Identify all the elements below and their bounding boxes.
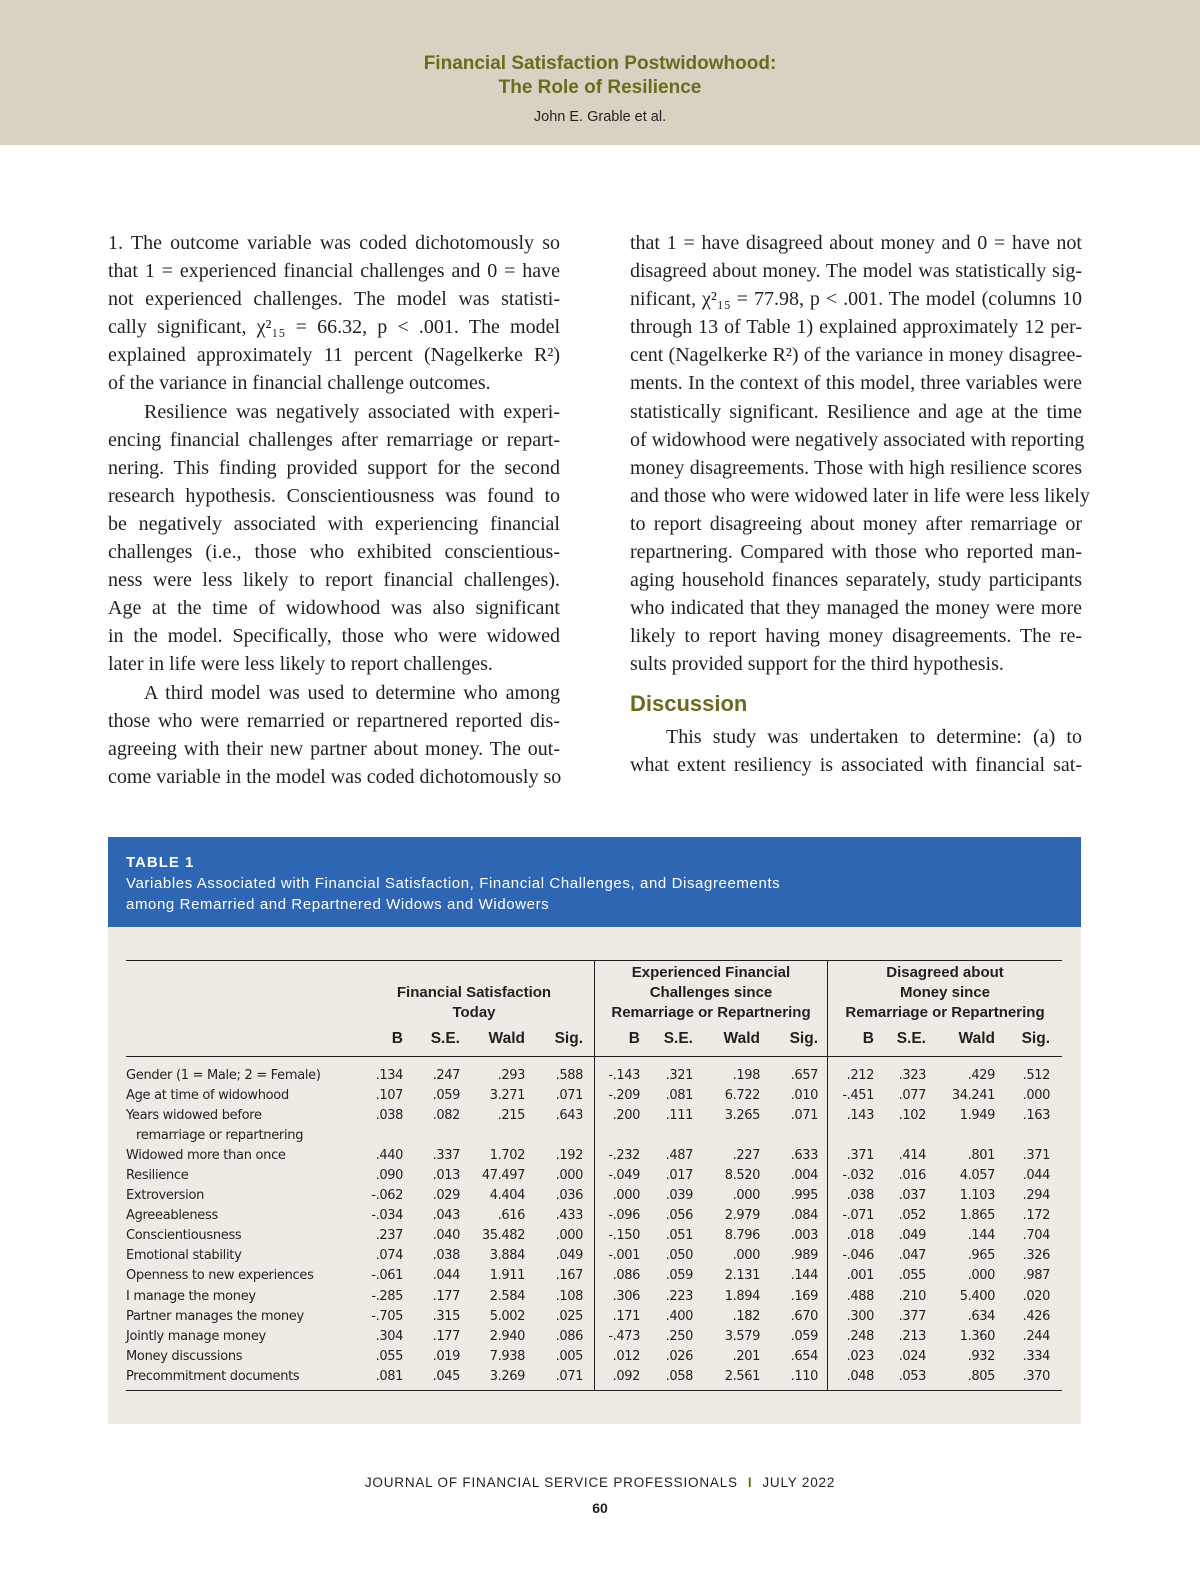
table-cell: .056: [665, 1208, 693, 1224]
table-cell: .001: [846, 1268, 874, 1284]
text-line: Age at the time of widowhood was also significant: [108, 597, 560, 620]
text-line: that 1 = experienced financial challenges and 0 = have: [108, 260, 560, 283]
table-cell: .071: [790, 1108, 818, 1124]
text-line: challenges (i.e., those who exhibited conscientious-: [108, 541, 560, 564]
left-text-column: [108, 229, 560, 791]
text-line: those who were remarried or repartnered reported dis-: [108, 709, 560, 732]
table-cell: .049: [898, 1228, 926, 1244]
table-cell: .029: [432, 1188, 460, 1204]
table-cell: 4.057: [959, 1168, 995, 1184]
row-label: Precommitment documents: [126, 1368, 300, 1384]
table-cell: .294: [1022, 1188, 1050, 1204]
table-cell: .326: [1022, 1248, 1050, 1264]
row-label: Resilience: [126, 1168, 189, 1184]
table-cell: .192: [555, 1148, 583, 1164]
journal-name: JOURNAL OF FINANCIAL SERVICE PROFESSIONALS: [364, 1475, 738, 1490]
row-label: Widowed more than once: [126, 1148, 286, 1164]
text-line: cally significant, χ²₁₅ = 66.32, p < .001. The model: [108, 316, 560, 339]
row-label: Age at time of widowhood: [126, 1088, 289, 1104]
table-cell: 1.702: [489, 1148, 525, 1164]
table-cell: .040: [432, 1228, 460, 1244]
table-cell: .588: [555, 1068, 583, 1083]
text-line: be negatively associated with experiencing financial: [108, 512, 560, 535]
table-cell: .051: [665, 1228, 693, 1244]
row-label: Partner manages the money: [126, 1308, 304, 1324]
table-cell: -.285: [371, 1288, 403, 1304]
table-cell: 1.949: [959, 1108, 995, 1124]
table-cell: .086: [555, 1328, 583, 1344]
table-cell: .016: [898, 1168, 926, 1184]
table-cell: .244: [1022, 1328, 1050, 1344]
table-column-header: S.E.: [663, 1030, 693, 1047]
table-cell: .370: [1022, 1368, 1050, 1384]
table-cell: 3.265: [724, 1108, 760, 1124]
table-cell: .013: [432, 1168, 460, 1184]
page-number: 60: [592, 1500, 608, 1516]
table-cell: .134: [375, 1068, 403, 1083]
row-label: Jointly manage money: [126, 1328, 266, 1344]
table-cell: .082: [432, 1108, 460, 1124]
table-cell: 2.131: [724, 1268, 760, 1284]
text-line: come variable in the model was coded dichotomously so: [108, 765, 562, 788]
table-cell: .323: [898, 1068, 926, 1083]
table-cell: .039: [665, 1188, 693, 1204]
table-cell: 2.561: [724, 1368, 760, 1384]
table-cell: .000: [555, 1228, 583, 1244]
table-cell: .172: [1022, 1208, 1050, 1224]
table-cell: .012: [612, 1348, 640, 1364]
table-cell: 5.400: [959, 1288, 995, 1304]
row-label: Conscientiousness: [126, 1228, 242, 1244]
table-cell: .487: [665, 1148, 693, 1164]
table-title-band: [108, 837, 1081, 927]
text-line: nificant, χ²₁₅ = 77.98, p < .001. The model (columns 10: [630, 288, 1082, 311]
right-text-column: [630, 229, 1090, 779]
table-cell: .077: [898, 1088, 926, 1104]
table-cell: .932: [967, 1348, 995, 1364]
table-cell: .026: [665, 1348, 693, 1364]
table-column-header: Wald: [488, 1030, 525, 1047]
table-cell: .050: [665, 1248, 693, 1264]
table-cell: 2.979: [724, 1208, 760, 1224]
table-cell: .108: [555, 1288, 583, 1304]
table-cell: 8.796: [724, 1228, 760, 1244]
table-cell: -.049: [608, 1168, 640, 1184]
table-cell: .038: [432, 1248, 460, 1264]
table-cell: 3.269: [489, 1368, 525, 1384]
table-cell: .657: [790, 1068, 818, 1083]
table-cell: .337: [432, 1148, 460, 1164]
table-cell: -.150: [608, 1228, 640, 1244]
table-column-header: B: [391, 1030, 403, 1047]
table-cell: .053: [898, 1368, 926, 1384]
table-cell: .043: [432, 1208, 460, 1224]
table-cell: .212: [846, 1068, 874, 1083]
table-cell: .081: [665, 1088, 693, 1104]
table-cell: .074: [375, 1248, 403, 1264]
table-cell: .223: [665, 1288, 693, 1304]
table-cell: .020: [1022, 1288, 1050, 1304]
table-cell: .177: [432, 1288, 460, 1304]
text-line: agreeing with their new partner about money. The out-: [108, 737, 560, 760]
table-cell: 2.584: [489, 1288, 525, 1304]
table-cell: 5.002: [489, 1308, 525, 1324]
row-label: remarriage or repartnering: [136, 1128, 304, 1144]
table-cell: .182: [732, 1308, 760, 1324]
text-line: Resilience was negatively associated with experi-: [144, 400, 560, 423]
table-cell: .237: [375, 1228, 403, 1244]
table-cell: 3.579: [724, 1328, 760, 1344]
text-line: sults provided support for the third hypothesis.: [630, 653, 1004, 676]
table-cell: .143: [846, 1108, 874, 1124]
text-line: likely to report having money disagreements. The re-: [630, 625, 1082, 648]
table-cell: .989: [790, 1248, 818, 1264]
table-cell: .171: [612, 1308, 640, 1324]
table-cell: .616: [497, 1208, 525, 1224]
table-cell: 4.404: [489, 1188, 525, 1204]
table-cell: .633: [790, 1148, 818, 1164]
table-cell: .300: [846, 1308, 874, 1324]
table-cell: .024: [898, 1348, 926, 1364]
table-cell: .110: [790, 1368, 818, 1384]
table-cell: .654: [790, 1348, 818, 1364]
table-cell: .634: [967, 1308, 995, 1324]
table-cell: .315: [432, 1308, 460, 1324]
table-cell: .047: [898, 1248, 926, 1264]
table-cell: .704: [1022, 1228, 1050, 1244]
table-cell: .321: [665, 1068, 693, 1083]
table-cell: .512: [1022, 1068, 1050, 1083]
table-cell: .801: [967, 1148, 995, 1164]
table-column-header: B: [862, 1030, 874, 1047]
text-line: what extent resiliency is associated with financial sat-: [630, 753, 1082, 776]
table-cell: .293: [497, 1068, 525, 1083]
table-cell: .044: [432, 1268, 460, 1284]
table-group-header: Money since: [899, 984, 991, 1001]
table-column-header: S.E.: [896, 1030, 926, 1047]
table-cell: -.232: [608, 1148, 640, 1164]
table-column-header: Sig.: [554, 1030, 583, 1047]
table-cell: .995: [790, 1188, 818, 1204]
text-line: of the variance in financial challenge outcomes.: [108, 372, 491, 395]
table-cell: .198: [732, 1068, 760, 1083]
table-cell: .000: [967, 1268, 995, 1284]
table-cell: 2.940: [489, 1328, 525, 1344]
table-cell: .059: [432, 1088, 460, 1104]
table-cell: 7.938: [489, 1348, 525, 1364]
table-cell: .037: [898, 1188, 926, 1204]
text-line: ness were less likely to report financial challenges).: [108, 569, 560, 592]
text-line: not experienced challenges. The model was statisti-: [108, 288, 560, 311]
table-cell: -.209: [608, 1088, 640, 1104]
table-cell: .488: [846, 1288, 874, 1304]
table-cell: 8.520: [724, 1168, 760, 1184]
table-cell: .433: [555, 1208, 583, 1224]
article-title-line-1: Financial Satisfaction Postwidowhood:: [423, 53, 777, 74]
table-group-header: Remarriage or Repartnering: [845, 1004, 1045, 1021]
table-cell: .071: [555, 1088, 583, 1104]
table-cell: .167: [555, 1268, 583, 1284]
table-cell: -.001: [608, 1248, 640, 1264]
table-cell: .059: [790, 1328, 818, 1344]
table-cell: .055: [898, 1268, 926, 1284]
table-cell: .371: [846, 1148, 874, 1164]
table-column-header: B: [628, 1030, 640, 1047]
table-cell: 1.103: [959, 1188, 995, 1204]
text-line: of widowhood were negatively associated with reporting: [630, 428, 1085, 451]
table-group-header: Today: [452, 1004, 496, 1021]
table-cell: .071: [555, 1368, 583, 1384]
row-label: I manage the money: [126, 1288, 256, 1304]
table-group-header: Remarriage or Repartnering: [611, 1004, 811, 1021]
text-line: through 13 of Table 1) explained approximately 12 per-: [630, 316, 1082, 339]
table-cell: .038: [846, 1188, 874, 1204]
table-cell: .306: [612, 1288, 640, 1304]
table-cell: .371: [1022, 1148, 1050, 1164]
table-cell: .018: [846, 1228, 874, 1244]
table-cell: .017: [665, 1168, 693, 1184]
table-cell: .059: [665, 1268, 693, 1284]
text-line: money disagreements. Those with high resilience scores: [630, 456, 1082, 479]
table-cell: .440: [375, 1148, 403, 1164]
text-line: ments. In the context of this model, three variables were: [630, 372, 1082, 395]
table-cell: .004: [790, 1168, 818, 1184]
table-cell: -.143: [608, 1068, 640, 1083]
table-cell: .102: [898, 1108, 926, 1124]
table-cell: 34.241: [951, 1088, 995, 1104]
table-cell: .987: [1022, 1268, 1050, 1284]
table-cell: .000: [1022, 1088, 1050, 1104]
table-cell: .144: [790, 1268, 818, 1284]
table-cell: 1.911: [489, 1268, 525, 1284]
text-line: nering. This finding provided support for the second: [108, 456, 560, 479]
table-cell: 3.884: [489, 1248, 525, 1264]
table-cell: .426: [1022, 1308, 1050, 1324]
row-label: Extroversion: [126, 1188, 205, 1204]
text-line: later in life were less likely to report challenges.: [108, 653, 493, 676]
text-line: research hypothesis. Conscientiousness was found to: [108, 484, 560, 507]
table-group-header: Financial Satisfaction: [396, 984, 552, 1001]
table-cell: .334: [1022, 1348, 1050, 1364]
table-cell: .090: [375, 1168, 403, 1184]
section-heading-discussion: Discussion: [630, 690, 748, 716]
table-cell: -.096: [608, 1208, 640, 1224]
table-cell: 6.722: [724, 1088, 760, 1104]
text-line: in the model. Specifically, those who were widowed: [108, 625, 560, 648]
table-column-header: S.E.: [430, 1030, 460, 1047]
table-cell: .044: [1022, 1168, 1050, 1184]
table-cell: .111: [665, 1108, 693, 1124]
table-cell: .003: [790, 1228, 818, 1244]
table-cell: .247: [432, 1068, 460, 1083]
table-cell: .019: [432, 1348, 460, 1364]
table-cell: -.473: [608, 1328, 640, 1344]
table-cell: .038: [375, 1108, 403, 1124]
table-cell: .036: [555, 1188, 583, 1204]
table-cell: .163: [1022, 1108, 1050, 1124]
table-cell: .177: [432, 1328, 460, 1344]
table-cell: .107: [375, 1088, 403, 1104]
table-caption-line-2: among Remarried and Repartnered Widows and Widowers: [126, 896, 550, 913]
table-cell: .045: [432, 1368, 460, 1384]
table-column-header: Wald: [723, 1030, 760, 1047]
table-cell: .169: [790, 1288, 818, 1304]
table-bottom-rule: [126, 1390, 1062, 1391]
table-cell: .000: [555, 1168, 583, 1184]
text-line: cent (Nagelkerke R²) of the variance in money disagree-: [630, 344, 1082, 367]
text-line: This study was undertaken to determine: (a) to: [666, 725, 1082, 748]
table-cell: 1.894: [724, 1288, 760, 1304]
text-line: 1. The outcome variable was coded dichotomously so: [108, 232, 560, 254]
table-cell: .200: [612, 1108, 640, 1124]
text-line: disagreed about money. The model was statistically sig-: [630, 260, 1082, 283]
table-cell: .000: [732, 1188, 760, 1204]
table-group-header: Challenges since: [649, 984, 773, 1001]
table-cell: .643: [555, 1108, 583, 1124]
row-label: Emotional stability: [126, 1248, 242, 1264]
row-label: Years widowed before: [126, 1108, 262, 1124]
table-cell: .081: [375, 1368, 403, 1384]
table-cell: .144: [967, 1228, 995, 1244]
table-cell: .055: [375, 1348, 403, 1364]
table-group-header: Experienced Financial: [631, 964, 791, 981]
table-cell: -.451: [842, 1088, 874, 1104]
table-cell: .250: [665, 1328, 693, 1344]
page-footer: [0, 1475, 1200, 1490]
table-cell: .005: [555, 1348, 583, 1364]
table-column-header: Sig.: [789, 1030, 818, 1047]
table-cell: .215: [497, 1108, 525, 1124]
table-cell: -.071: [842, 1208, 874, 1224]
table-cell: .000: [732, 1248, 760, 1264]
issue-date: JULY 2022: [762, 1475, 836, 1490]
table-cell: .052: [898, 1208, 926, 1224]
table-cell: .377: [898, 1308, 926, 1324]
table-cell: -.705: [371, 1308, 403, 1324]
row-label: Money discussions: [126, 1348, 243, 1364]
table-cell: -.034: [371, 1208, 403, 1224]
table-cell: .414: [898, 1148, 926, 1164]
table-cell: .210: [898, 1288, 926, 1304]
article-title-line-2: The Role of Resilience: [498, 77, 702, 98]
table-cell: .049: [555, 1248, 583, 1264]
table-cell: 47.497: [481, 1168, 525, 1184]
table-cell: .023: [846, 1348, 874, 1364]
table-cell: 1.360: [959, 1328, 995, 1344]
table-group-header: Disagreed about: [886, 964, 1004, 981]
text-line: and those who were widowed later in life were less likely: [630, 484, 1090, 507]
table-cell: -.032: [842, 1168, 874, 1184]
table-cell: .084: [790, 1208, 818, 1224]
table-cell: .805: [967, 1368, 995, 1384]
table-cell: 3.271: [489, 1088, 525, 1104]
table-cell: .429: [967, 1068, 995, 1083]
text-line: that 1 = have disagreed about money and 0 = have not: [630, 232, 1082, 254]
table-column-header: Sig.: [1021, 1030, 1050, 1047]
text-line: statistically significant. Resilience and age at the time: [630, 400, 1082, 423]
table-cell: .227: [732, 1148, 760, 1164]
table-cell: .086: [612, 1268, 640, 1284]
row-label: Gender (1 = Male; 2 = Female): [126, 1068, 321, 1083]
text-line: aging household finances separately, study participants: [630, 569, 1082, 592]
table-cell: .201: [732, 1348, 760, 1364]
table-cell: .010: [790, 1088, 818, 1104]
text-line: A third model was used to determine who among: [144, 681, 560, 704]
text-line: to report disagreeing about money after remarriage or: [630, 512, 1082, 535]
footer-separator: I: [747, 1475, 753, 1490]
table-cell: -.046: [842, 1248, 874, 1264]
table-cell: 1.865: [959, 1208, 995, 1224]
table-cell: .213: [898, 1328, 926, 1344]
table-cell: .058: [665, 1368, 693, 1384]
table-cell: .025: [555, 1308, 583, 1324]
table-cell: .670: [790, 1308, 818, 1324]
table-cell: .048: [846, 1368, 874, 1384]
row-label: Openness to new experiences: [126, 1268, 314, 1284]
text-line: repartnering. Compared with those who reported man-: [630, 541, 1082, 564]
table-cell: 35.482: [481, 1228, 525, 1244]
row-label: Agreeableness: [126, 1208, 218, 1224]
article-author: John E. Grable et al.: [533, 109, 667, 125]
table-cell: .965: [967, 1248, 995, 1264]
table-cell: -.062: [371, 1188, 403, 1204]
text-line: who indicated that they managed the money were more: [630, 597, 1082, 620]
table-cell: .248: [846, 1328, 874, 1344]
table-caption-line-1: Variables Associated with Financial Satisfaction, Financial Challenges, and Disagreements: [126, 875, 781, 892]
table-column-header: Wald: [958, 1030, 995, 1047]
table-cell: .092: [612, 1368, 640, 1384]
table-cell: .400: [665, 1308, 693, 1324]
table-cell: .304: [375, 1328, 403, 1344]
text-line: explained approximately 11 percent (Nagelkerke R²): [108, 344, 560, 367]
table-cell: .000: [612, 1188, 640, 1204]
table-label: TABLE 1: [126, 854, 195, 871]
text-line: encing financial challenges after remarriage or repart-: [108, 428, 560, 451]
table-cell: -.061: [371, 1268, 403, 1284]
